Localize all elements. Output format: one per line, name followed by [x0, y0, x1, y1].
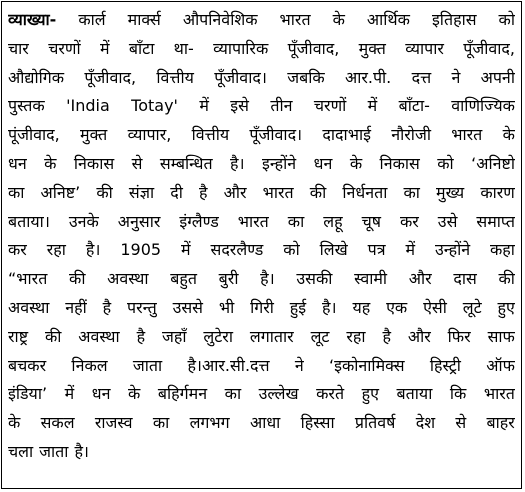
word: भारत	[262, 182, 294, 202]
word: भारत	[279, 10, 311, 29]
word: भारत	[237, 211, 269, 231]
word: बहिर्गमन	[157, 384, 208, 404]
word: का	[403, 182, 420, 202]
text-line	[8, 409, 515, 438]
word: हुए	[361, 384, 379, 404]
word: ऐसी	[423, 297, 447, 317]
word: निकास	[73, 153, 115, 173]
word: चरणों	[48, 38, 81, 58]
word: अपनी	[480, 67, 515, 87]
text-line	[8, 150, 515, 179]
word: सकल	[40, 413, 75, 433]
word: इतिहास	[431, 10, 477, 29]
word: है।	[322, 297, 337, 317]
word: की	[69, 269, 86, 289]
word: दी	[170, 182, 183, 202]
word: से	[131, 153, 143, 173]
word: रहा	[46, 240, 66, 260]
word: 1905	[120, 240, 162, 260]
text-line	[8, 6, 515, 35]
word: है।	[230, 153, 245, 173]
word: चला	[8, 441, 34, 461]
word: हिस्सा	[300, 413, 335, 433]
word: की	[309, 182, 327, 202]
word: कर	[8, 240, 27, 260]
word: जहाँ	[161, 326, 187, 346]
word: वाणिज्यिक	[451, 96, 515, 116]
word: से	[455, 413, 467, 433]
word: ने	[294, 355, 304, 375]
word: मुक्त	[358, 38, 386, 58]
word: में	[405, 240, 416, 260]
word: था-	[173, 38, 194, 58]
word: राजस्व	[94, 413, 133, 433]
word: में	[181, 240, 191, 260]
word: ‘इकोनामिक्स	[329, 355, 405, 375]
word: मुख्य	[436, 182, 465, 202]
word: जबकि	[287, 67, 325, 87]
word: धन	[8, 153, 27, 173]
word: Totay'	[131, 96, 178, 116]
word: अवस्था	[107, 269, 149, 289]
word: कर	[399, 211, 419, 231]
text-line	[8, 92, 515, 121]
word: सम्बन्धित	[159, 153, 213, 173]
word: लहू	[323, 211, 343, 231]
word: बुरी	[218, 269, 239, 289]
word: साफ	[487, 326, 515, 346]
word: प्रतिवर्ष	[354, 413, 396, 433]
word: कार्ल	[78, 10, 106, 29]
text-line	[8, 121, 515, 150]
word: व्यापार,	[127, 125, 172, 145]
word: की	[96, 182, 113, 202]
word: पूँजीवाद।	[214, 67, 267, 87]
word: उससे	[172, 297, 203, 317]
word: “भारत	[8, 269, 48, 289]
word: लिखे	[319, 240, 348, 260]
word: भारत	[451, 125, 483, 145]
word: इन्होंने	[262, 153, 297, 173]
word: नहीं	[65, 297, 87, 317]
word: दास	[453, 269, 477, 289]
word: फिर	[447, 326, 471, 346]
text-line	[8, 294, 515, 323]
word: मार्क्स	[127, 10, 161, 29]
word: बाहर	[486, 413, 515, 433]
word: आधा	[249, 413, 281, 433]
word: करते	[316, 384, 345, 404]
word: चरणों	[313, 96, 347, 116]
word: लूटे	[462, 297, 482, 317]
word: के	[349, 153, 363, 173]
word: अवस्था	[8, 297, 50, 317]
word: लूट	[310, 326, 330, 346]
word: है	[102, 297, 112, 317]
word: में	[99, 38, 110, 58]
word: धन	[91, 384, 111, 404]
word: है।	[260, 269, 275, 289]
word: का	[152, 413, 170, 433]
word: देश	[415, 413, 436, 433]
word: तीन	[270, 96, 293, 116]
word: गिरी	[250, 297, 274, 317]
word: कि	[449, 384, 467, 404]
word: को	[437, 153, 454, 173]
text-line	[8, 179, 515, 208]
word: और	[408, 269, 432, 289]
word: पूँजीवाद।	[249, 125, 303, 145]
word: है	[136, 326, 146, 346]
word: बहुत	[170, 269, 197, 289]
word: अवस्था	[78, 326, 120, 346]
word: इंग्लैण्ड	[179, 211, 219, 231]
text-line	[8, 438, 515, 467]
word: पत्र	[367, 240, 386, 260]
text-line	[8, 236, 515, 265]
word: और	[407, 326, 431, 346]
word: में	[199, 96, 209, 116]
word: पूँजीवाद,	[84, 67, 137, 87]
word: बताया।	[8, 211, 50, 231]
word: रहा	[346, 326, 366, 346]
word: यह	[352, 297, 371, 317]
word: ऑफ	[486, 355, 515, 375]
word: भी	[218, 297, 235, 317]
word: है।	[74, 441, 89, 461]
word: जाता	[39, 441, 69, 461]
word: के	[128, 384, 141, 404]
text-line	[8, 352, 515, 381]
word: उनके	[68, 211, 99, 231]
word: नौरोजी	[391, 125, 431, 145]
word: है।आर.सी.दत्त	[187, 355, 270, 375]
word: निकास	[379, 153, 420, 173]
text-line	[8, 35, 515, 64]
word: औपनिवेशिक	[182, 10, 258, 29]
word: बचकर	[8, 355, 47, 375]
word: पुस्तक	[8, 96, 45, 116]
word: ‘अनिष्टो	[471, 153, 515, 173]
word: बाँटा	[128, 38, 155, 58]
word: चार	[8, 38, 29, 58]
word: ने	[451, 67, 461, 87]
word: परन्तु	[127, 297, 157, 317]
word: बताया	[396, 384, 433, 404]
word: हिस्ट्री	[429, 355, 461, 375]
word: मुक्त	[80, 125, 108, 145]
word: में	[64, 384, 75, 404]
text-line	[8, 323, 515, 352]
word: के	[502, 125, 515, 145]
word: की	[498, 269, 515, 289]
word: राष्ट्र	[8, 326, 29, 346]
word: पूंजीवाद,	[8, 125, 60, 145]
word: पूँजीवाद,	[287, 38, 340, 58]
word: उसकी	[296, 269, 333, 289]
text-line	[8, 380, 515, 409]
word: संज्ञा	[128, 182, 155, 202]
word: का	[224, 384, 242, 404]
word: के	[332, 10, 345, 29]
word: और	[223, 182, 247, 202]
word: लगातार	[249, 326, 294, 346]
word: 'India	[66, 96, 110, 116]
word: में	[367, 96, 378, 116]
word: वित्तीय	[191, 125, 230, 145]
word: उसे	[437, 211, 458, 231]
word: व्यापार	[405, 38, 444, 58]
word: दादाभाई	[322, 125, 371, 145]
word: को	[283, 240, 300, 260]
word: जाता	[132, 355, 163, 375]
word: निर्धनता	[342, 182, 388, 202]
word: आर्थिक	[366, 10, 410, 29]
word: अनिष्ट’	[40, 182, 81, 202]
text-line	[8, 265, 515, 294]
word: हुए	[497, 297, 515, 317]
word: व्यापारिक	[213, 38, 269, 58]
word: के	[8, 413, 21, 433]
word: को	[498, 10, 515, 29]
word: चूष	[361, 211, 381, 231]
word: निकल	[71, 355, 108, 375]
text-box	[1, 1, 522, 489]
word: स्वामी	[354, 269, 388, 289]
word: है	[382, 326, 391, 346]
word: पूँजीवाद,	[463, 38, 515, 58]
word: समाप्त	[476, 211, 515, 231]
word: भारत	[483, 384, 515, 404]
word: इसे	[230, 96, 249, 116]
word: धन	[313, 153, 333, 173]
word: वित्तीय	[156, 67, 194, 87]
text-line	[8, 208, 515, 237]
word: कारण	[480, 182, 515, 202]
word: इंडिया’	[8, 384, 48, 404]
word: उन्होंने	[435, 240, 471, 260]
word: के	[44, 153, 57, 173]
word: की	[44, 326, 62, 346]
word: उल्लेख	[258, 384, 299, 404]
word: है	[198, 182, 208, 202]
word: एक	[386, 297, 408, 317]
word: का	[287, 211, 305, 231]
word: आर.पी.	[344, 67, 392, 87]
word: कहा	[490, 240, 515, 260]
text-line	[8, 64, 515, 93]
word: लगभग	[189, 413, 230, 433]
word: बाँटा-	[398, 96, 430, 116]
word: सदरलैण्ड	[210, 240, 264, 260]
heading-label: व्याख्या-	[8, 10, 57, 29]
word: है।	[85, 240, 101, 260]
word: लुटेरा	[203, 326, 233, 346]
word: का	[8, 182, 25, 202]
word: अनुसार	[117, 211, 161, 231]
word: हुई	[289, 297, 307, 317]
word: दत्त	[411, 67, 432, 87]
word: औद्योगिक	[8, 67, 65, 87]
